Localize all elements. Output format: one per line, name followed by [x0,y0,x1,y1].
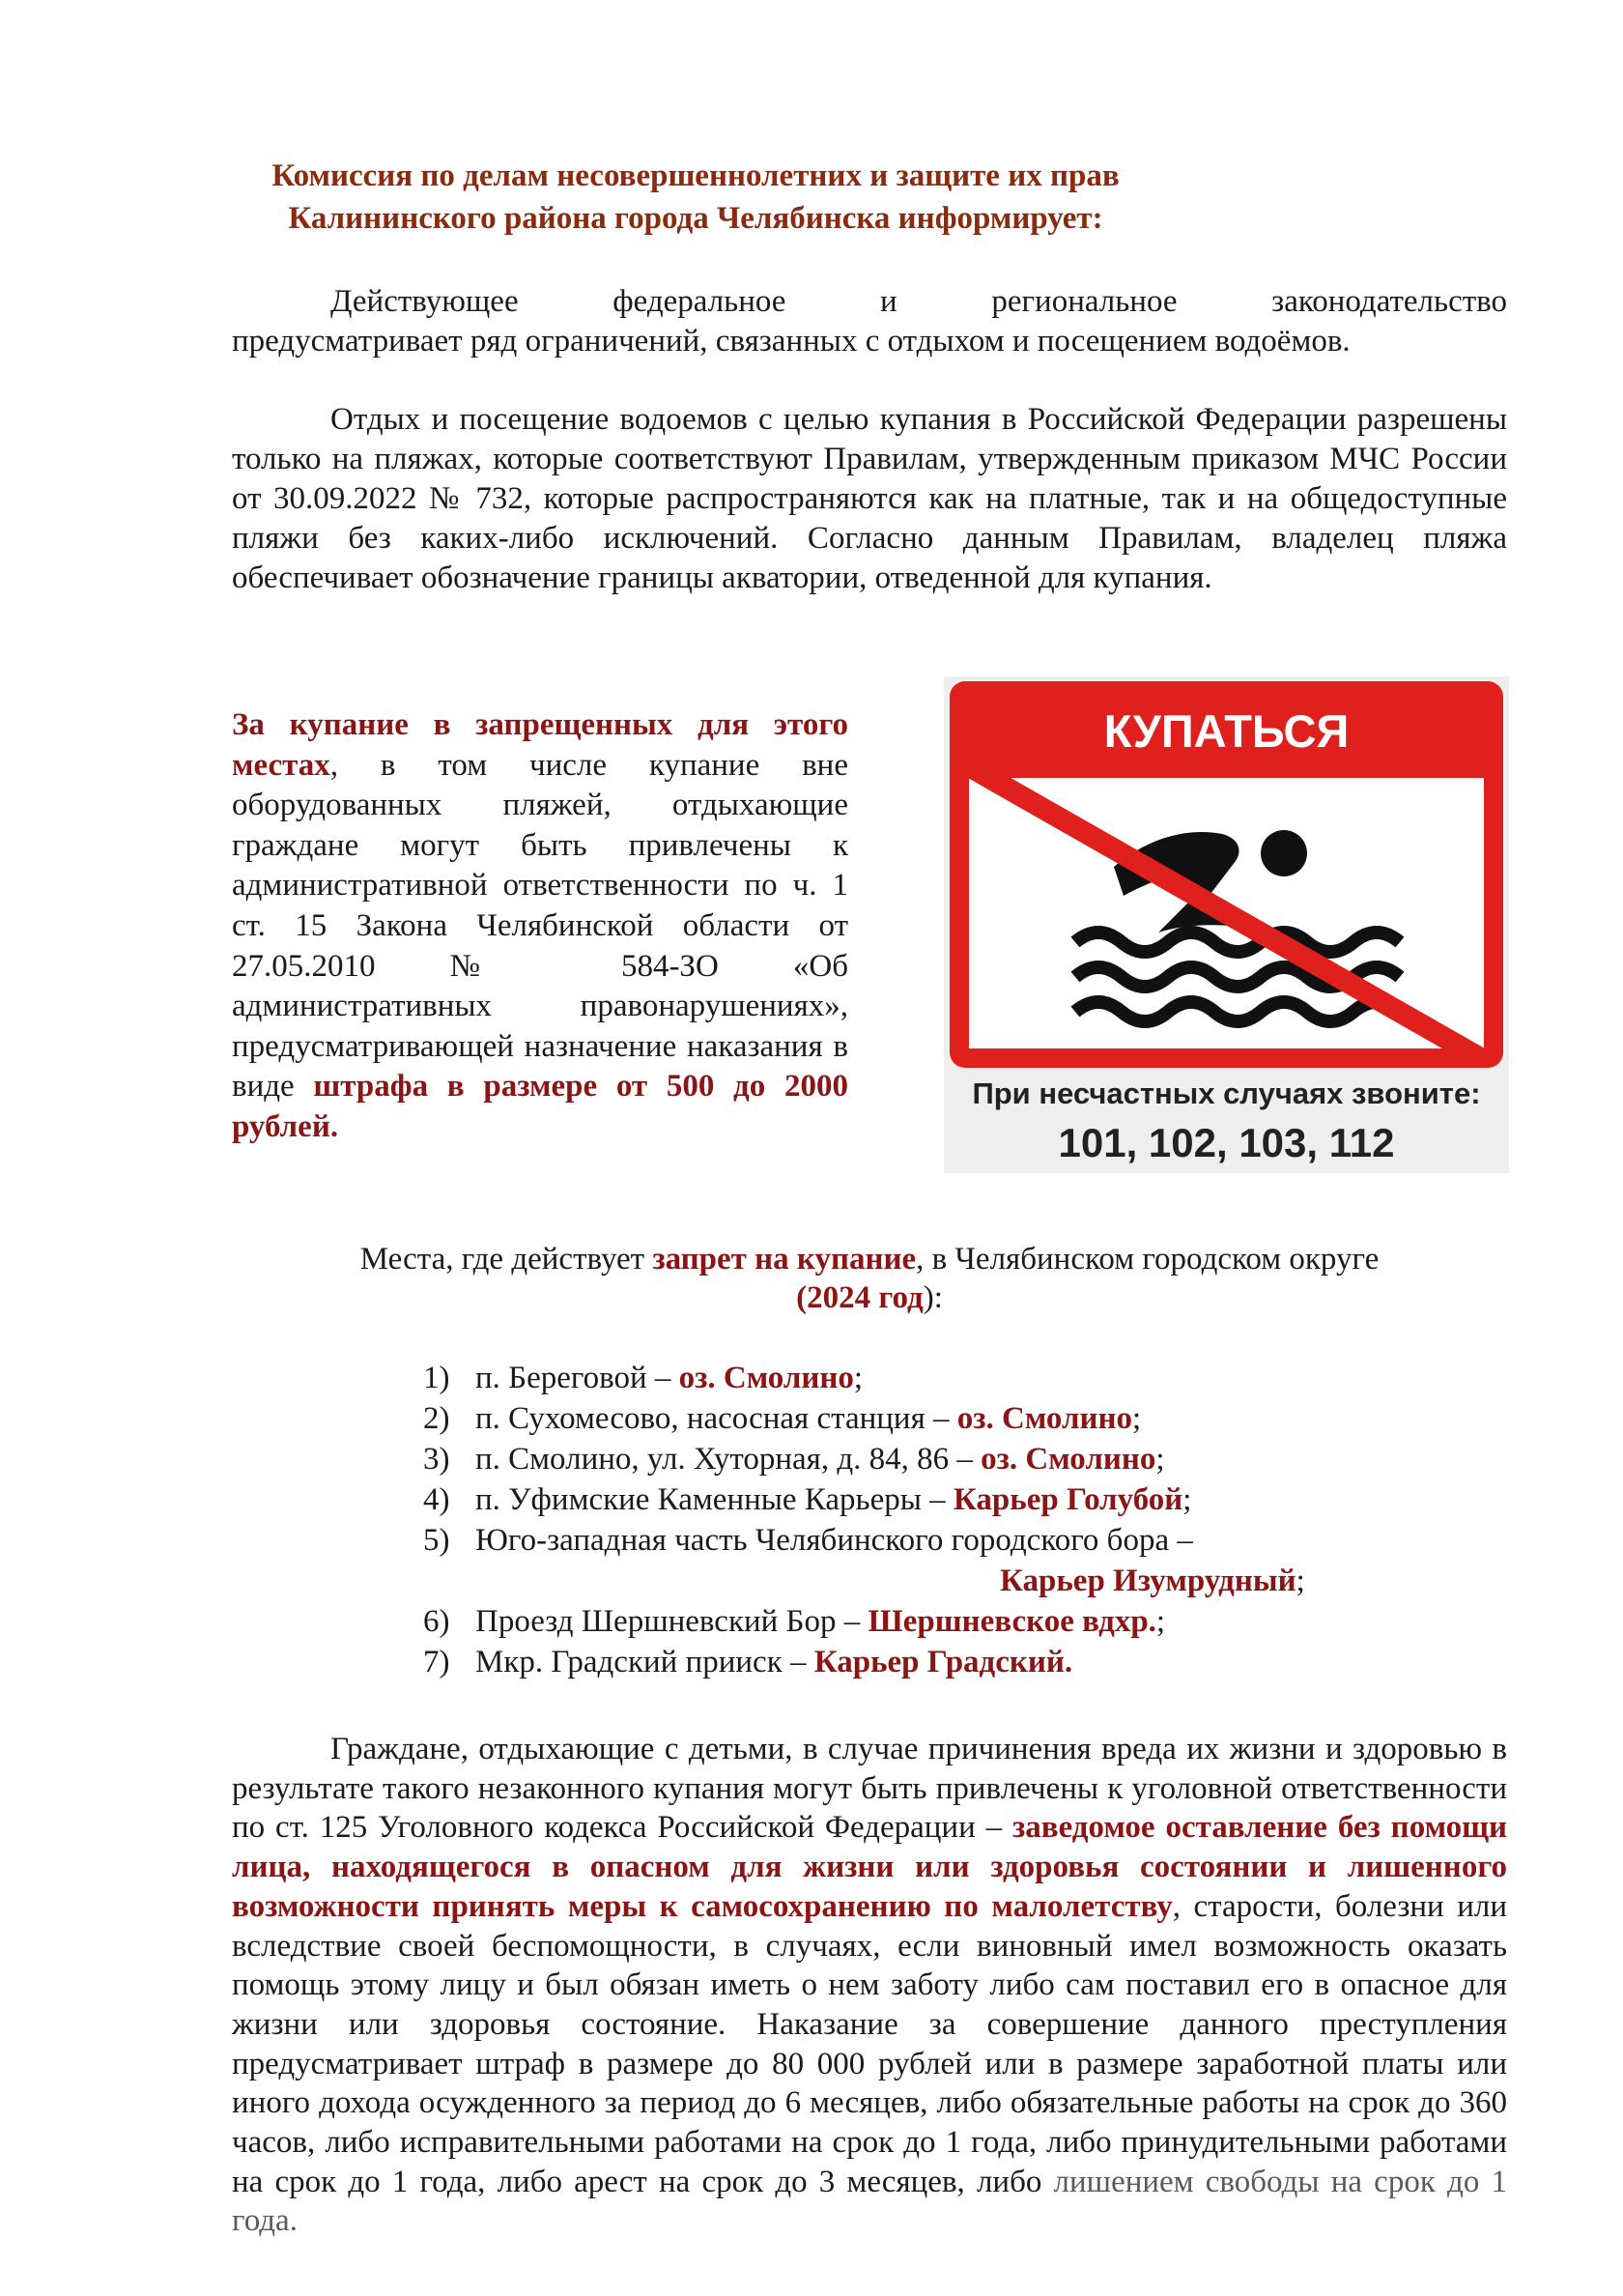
list-end: ; [1132,1401,1142,1436]
list-lake: Карьер Голубой [953,1482,1183,1517]
criminal-tail: лишением свободы на срок до 1 года. [232,2164,1507,2239]
sign-caption: При несчастных случаях звоните: [972,1076,1481,1110]
list-end: ; [1296,1564,1305,1598]
emergency-numbers: 101, 102, 103, 112 [1058,1120,1395,1165]
sign-inner [969,778,1484,1048]
wave-3 [1075,1002,1400,1021]
intro-line-2: предусматривает ряд ограничений, связанных с отдыхом и посещением водоёмов. [232,324,1351,359]
list-item [423,1358,1486,1398]
list-end: ; [1155,1442,1165,1477]
list-item [423,1642,1486,1682]
document-title [0,155,1391,240]
wave-1 [1075,933,1400,952]
places-year: (2024 год [796,1280,924,1315]
fine-lead: За купание в запрещенных для этого местах [232,707,848,783]
places-heading-line-2 [232,1278,1507,1317]
list-number: 5) [423,1523,450,1558]
places-intro-b: запрет на купание [652,1242,917,1277]
list-item [423,1479,1486,1520]
list-number: 7) [423,1645,450,1679]
list-item [423,1601,1486,1642]
title-line-1: Комиссия по делам несовершеннолетних и защите их прав [271,158,1120,193]
intro-line-1: Действующее федеральное и региональное законодательство [330,284,1507,319]
criminal-highlight: заведомое оставление без помощи лица, находящегося в опасном для жизни или здоровья состоянии и лишенного возможности принять меры к самосохранению по малолетству [232,1810,1507,1924]
list-text: п. Береговой – [475,1361,679,1395]
sign-frame [950,681,1503,1068]
sign-title: КУПАТЬСЯ [1103,705,1350,757]
no-swimming-icon [969,778,1484,1048]
list-text: п. Уфимские Каменные Карьеры – [475,1482,954,1517]
list-text: Проезд Шершневский Бор – [475,1604,868,1639]
list-number: 2) [423,1401,450,1436]
list-item [423,1398,1486,1439]
places-intro-c: , в Челябинском городском округе [916,1242,1380,1277]
list-text: п. Смолино, ул. Хуторная, д. 84, 86 – [475,1442,982,1477]
list-lake: Карьер Изумрудный [1000,1564,1296,1598]
fine-body: , в том числе купание вне оборудованных пляжей, отдыхающие граждане могут быть привлечены к административной ответственности по ч. 1 ст. 15 Закона Челябинской области от 27.05.2010 № 584-ЗО «Об административных правонарушениях», предусматривающей назначение наказания в виде [232,747,848,1105]
fine-paragraph [232,705,848,1148]
list-lake: Шершневское вдхр. [868,1604,1156,1639]
list-end: ; [1155,1604,1166,1639]
prohibition-stripe [969,778,1484,1048]
intro-paragraph [232,282,1507,361]
list-number: 1) [423,1361,450,1395]
list-text: Юго-западная часть Челябинского городского бора – [475,1523,1193,1558]
list-number: 3) [423,1442,450,1477]
list-end: ; [853,1361,864,1395]
list-text: Мкр. Градский прииск – [475,1645,814,1679]
swimmer-head [1261,830,1307,876]
places-list [423,1358,1486,1682]
rules-paragraph: Отдых и посещение водоемов с целью купания в Российской Федерации разрешены только на пляжах, которые соответствуют Правилам, утвержденным приказом МЧС России от 30.09.2022 № 732, которые распространяются как на платные, так и на общедоступные пляжи без каких-либо исключений. Согласно данным Правилам, владелец пляжа обеспечивает обозначение границы акватории, отведенной для купания. [232,402,1507,595]
list-lake: оз. Смолино [956,1401,1133,1436]
list-number: 4) [423,1482,450,1517]
criminal-liability-paragraph [232,1730,1507,2241]
list-item [423,1439,1486,1479]
list-lake: Карьер Градский. [813,1645,1073,1679]
list-lake: оз. Смолино [981,1442,1156,1477]
places-year-close: ): [923,1280,943,1315]
criminal-part-2: , старости, болезни или вследствие своей беспомощности, в случаях, если виновный имел возможность оказать помощь этому лицу и был обязан иметь о нем заботу либо сам поставил его в опасное для жизни или здоровья состояние. Наказание за совершение данного преступления предусматривает штраф в размере до 80 000 рублей или в размере заработной платы или иного дохода осужденного за период до 6 месяцев, либо обязательные работы на срок до 360 часов, либо исправительными работами на срок до 1 года, либо принудительными работами на срок до 1 года, либо арест на срок до 3 месяцев, либо [232,1888,1507,2199]
places-intro-a: Места, где действует [359,1242,653,1277]
title-line-2: Калининского района города Челябинска информирует: [288,201,1103,236]
list-lake: оз. Смолино [678,1361,854,1395]
list-item [423,1520,1486,1561]
criminal-part-1: Граждане, отдыхающие с детьми, в случае причинения вреда их жизни и здоровью в результате такого незаконного купания могут быть привлечены к уголовной ответственности по ст. 125 Уголовного кодекса Российской Федерации – [232,1732,1507,1846]
list-end: ; [1182,1482,1192,1517]
list-text: п. Сухомесово, насосная станция – [475,1401,957,1436]
list-number: 6) [423,1604,450,1639]
fine-penalty: штрафа в размере от 500 до 2000 рублей. [232,1069,848,1144]
no-swimming-sign [944,676,1509,1173]
places-heading [232,1240,1507,1317]
places-heading-line-1 [232,1240,1507,1278]
list-item-continuation [423,1561,1486,1601]
